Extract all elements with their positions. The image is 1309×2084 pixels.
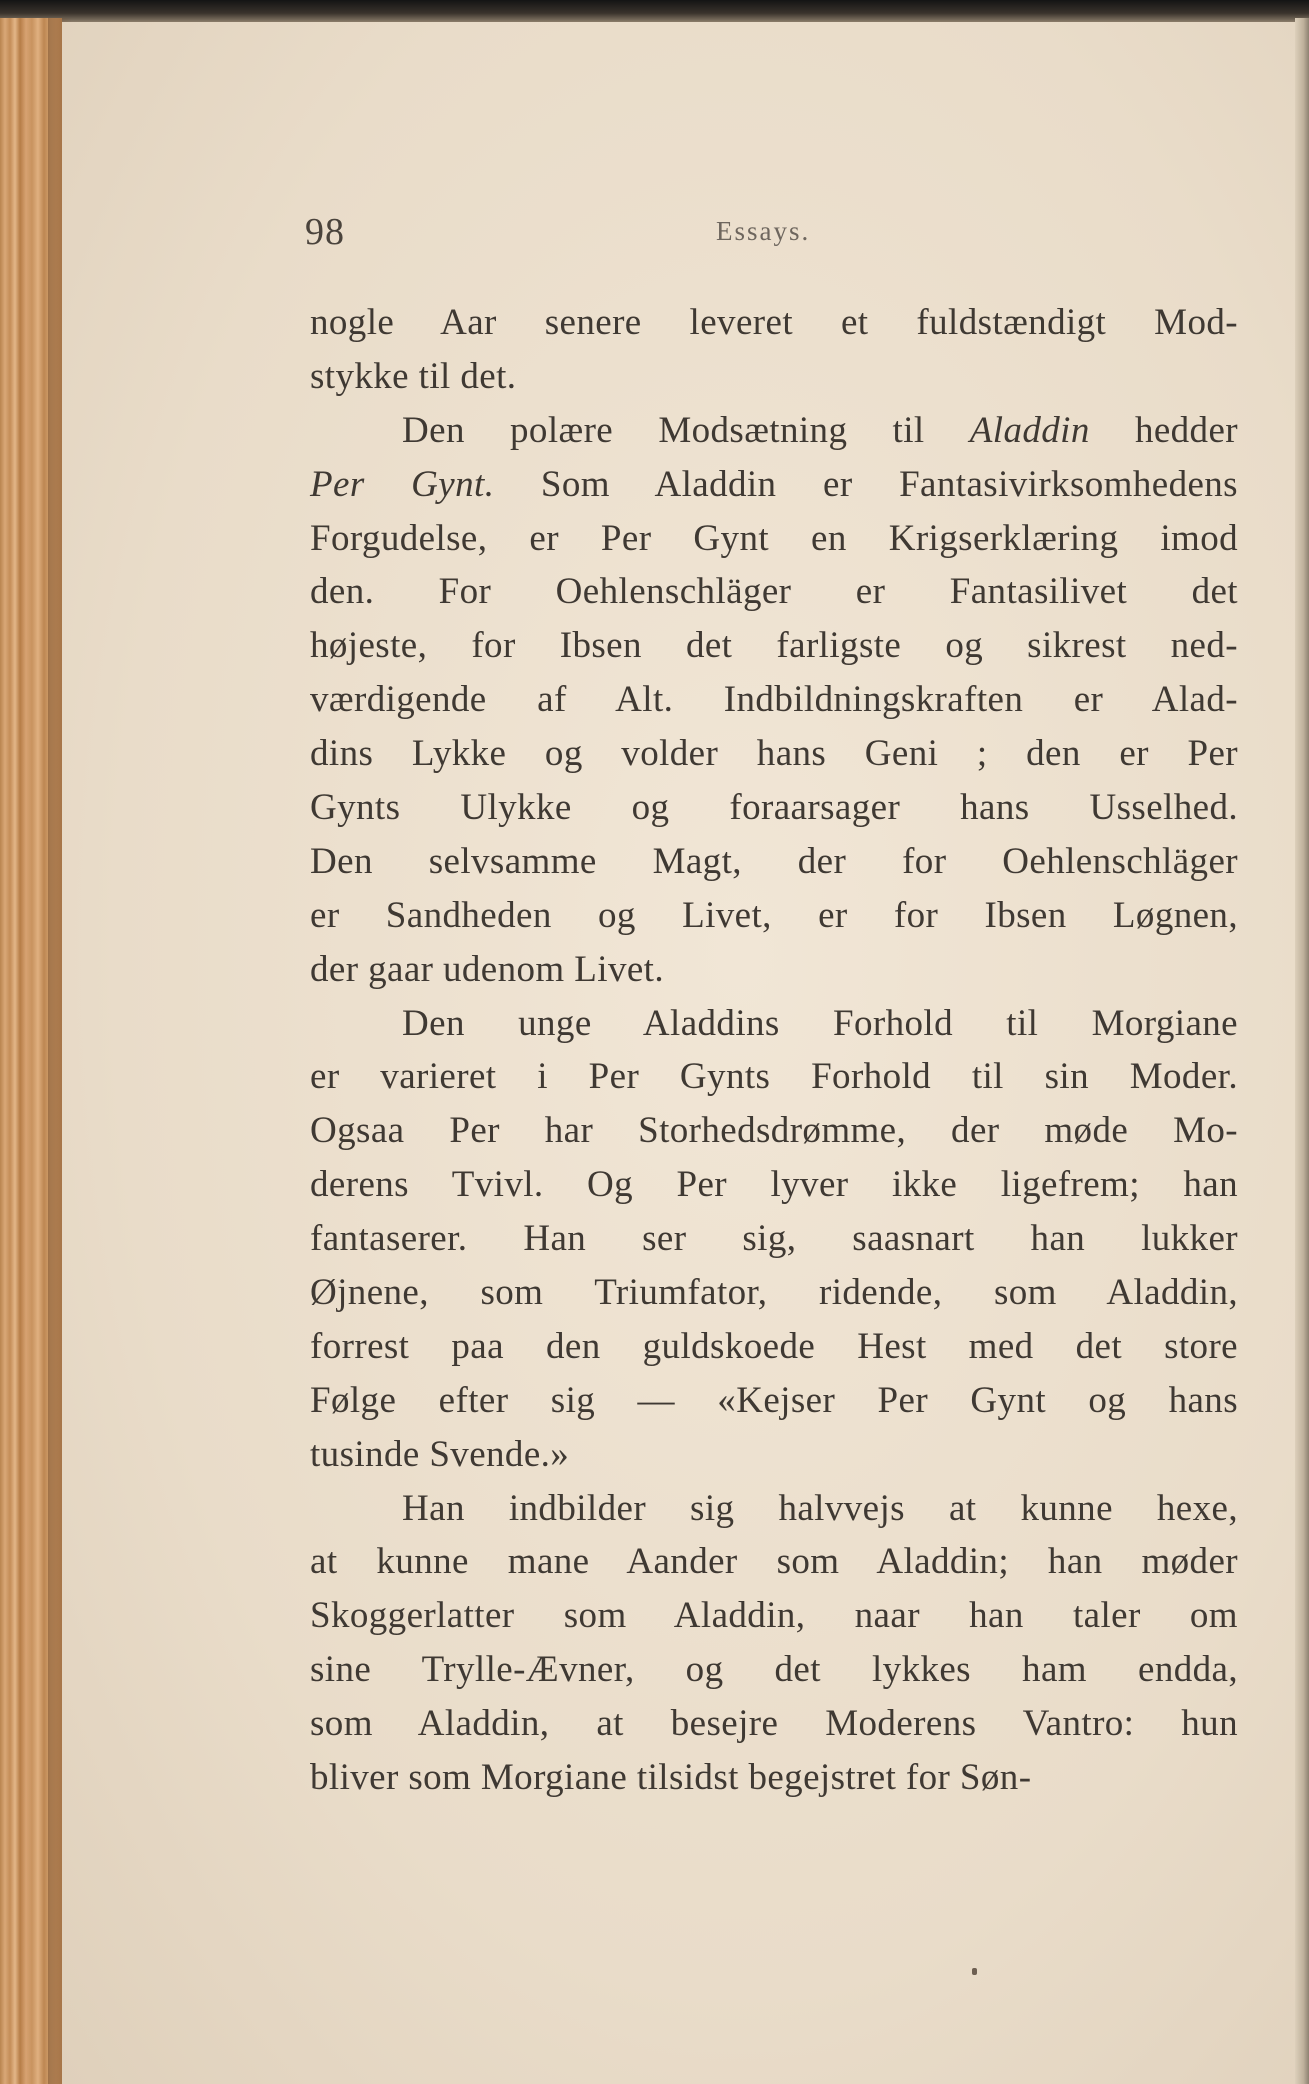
text-line: er varieret i Per Gynts Forhold til sin Moder. — [310, 1056, 1238, 1098]
text-line: nogle Aar senere leveret et fuldstændigt Mod- — [310, 302, 1238, 343]
text-line: Per Gynt. Som Aladdin er Fantasivirksomhedens — [310, 463, 1238, 505]
text-line: stykke til det. — [310, 355, 517, 397]
running-title: Essays. — [716, 216, 811, 246]
text-line: Han indbilder sig halvvejs at kunne hexe, — [402, 1487, 1238, 1529]
text-line: Ogsaa Per har Storhedsdrømme, der møde Mo- — [310, 1110, 1238, 1152]
text-line: højeste, for Ibsen det farligste og sikrest ned- — [310, 625, 1238, 667]
text-line: sine Trylle-Ævner, og det lykkes ham endda, — [310, 1649, 1238, 1691]
text-line: den. For Oehlenschläger er Fantasilivet det — [310, 571, 1238, 613]
text-line: Den polære Modsætning til Aladdin hedder — [402, 409, 1239, 451]
text-line: at kunne mane Aander som Aladdin; han møder — [310, 1541, 1238, 1583]
text-line: Skoggerlatter som Aladdin, naar han taler om — [310, 1595, 1238, 1637]
text-line: der gaar udenom Livet. — [310, 948, 664, 990]
text-line: er Sandheden og Livet, er for Ibsen Løgnen, — [310, 894, 1238, 936]
body-text — [310, 296, 1238, 1805]
page-top-edge — [0, 0, 1309, 22]
text-line: som Aladdin, at besejre Moderens Vantro: hun — [310, 1703, 1238, 1745]
text-line: Forgudelse, er Per Gynt en Krigserklæring imod — [310, 517, 1238, 559]
text-line: Gynts Ulykke og foraarsager hans Usselhed. — [310, 787, 1238, 829]
text-line: Den selvsamme Magt, der for Oehlenschläger — [310, 840, 1238, 882]
text-line: dins Lykke og volder hans Geni ; den er Per — [310, 733, 1238, 775]
right-page-edge — [1295, 18, 1309, 2084]
text-line: Øjnene, som Triumfator, ridende, som Aladdin, — [310, 1272, 1238, 1314]
page-number: 98 — [305, 211, 345, 253]
text-line: tusinde Svende.» — [310, 1433, 570, 1475]
running-head — [305, 210, 825, 260]
text-line: Følge efter sig — «Kejser Per Gynt og hans — [310, 1379, 1238, 1421]
ink-speck — [972, 1968, 977, 1975]
text-line: derens Tvivl. Og Per lyver ikke ligefrem; han — [310, 1164, 1238, 1206]
text-line: forrest paa den guldskoede Hest med det store — [310, 1325, 1238, 1367]
text-line: bliver som Morgiane tilsidst begejstret for Søn- — [310, 1757, 1032, 1799]
text-line: Den unge Aladdins Forhold til Morgiane — [402, 1002, 1238, 1044]
text-line: værdigende af Alt. Indbildningskraften er Alad- — [310, 679, 1238, 721]
text-line: fantaserer. Han ser sig, saasnart han lukker — [310, 1218, 1238, 1260]
